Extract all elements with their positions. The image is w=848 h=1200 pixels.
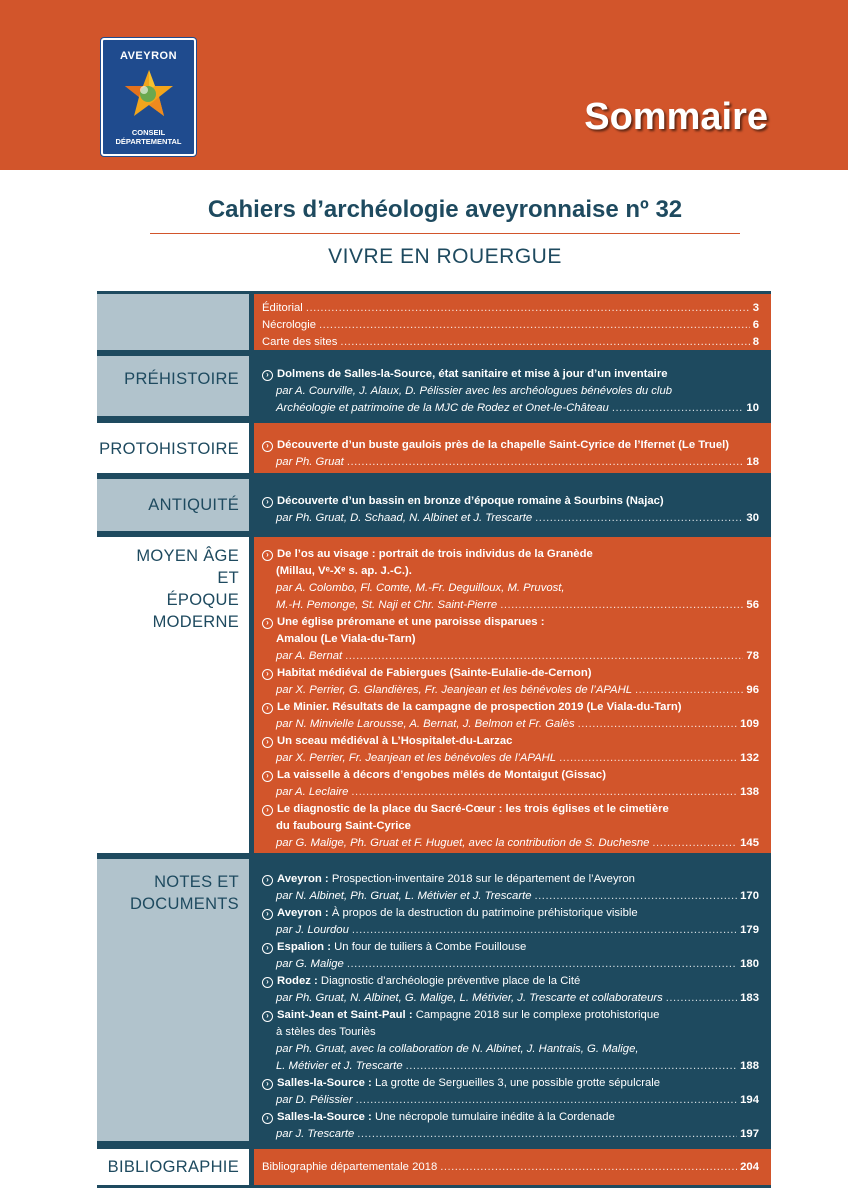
toc-entry-authors: par G. Malige ..... 180 bbox=[276, 956, 759, 972]
logo-bottom-line-2: DÉPARTEMENTAL bbox=[115, 137, 182, 146]
section-moyen-age bbox=[97, 537, 771, 853]
chevron-right-icon: › bbox=[262, 497, 273, 508]
toc-entry-authors: par X. Perrier, Fr. Jeanjean et les bénévoles de l’APAHL ..... 132 bbox=[276, 750, 759, 766]
toc-entry-authors: par J. Lourdou ..... 179 bbox=[276, 922, 759, 938]
section-label-line: DOCUMENTS bbox=[129, 895, 239, 913]
journal-subtitle: VIVRE EN ROUERGUE bbox=[328, 245, 562, 268]
section-content bbox=[254, 479, 771, 531]
toc-entry-title[interactable]: › Découverte d’un bassin en bronze d’époque romaine à Sourbins (Najac) bbox=[262, 493, 759, 509]
toc-entry-title[interactable]: › Aveyron : Prospection-inventaire 2018 sur le département de l’Aveyron bbox=[262, 871, 759, 887]
toc-entry-authors: par Ph. Gruat, N. Albinet, G. Malige, L. Métivier, J. Trescarte et collaborateurs ..... 183 bbox=[276, 990, 759, 1006]
aveyron-logo[interactable] bbox=[101, 38, 196, 156]
section-prehistoire bbox=[97, 356, 771, 416]
section-label-text bbox=[97, 859, 239, 915]
section-label-text: BIBLIOGRAPHIE bbox=[107, 1158, 239, 1176]
toc-entry-title[interactable]: › Le Minier. Résultats de la campagne de prospection 2019 (Le Viala-du-Tarn) bbox=[262, 699, 759, 715]
toc-entry-title[interactable]: › Un sceau médiéval à L’Hospitalet-du-Larzac bbox=[262, 733, 759, 749]
intro-row bbox=[97, 294, 771, 350]
section-label-line: ÉPOQUE bbox=[166, 591, 239, 609]
chevron-right-icon: › bbox=[262, 977, 273, 988]
chevron-right-icon: › bbox=[262, 703, 273, 714]
intro-label-cell bbox=[97, 294, 249, 350]
toc-entry-authors: par J. Trescarte ..... 197 bbox=[276, 1126, 759, 1142]
toc-entry-title[interactable]: › Salles-la-Source : La grotte de Sergueilles 3, une possible grotte sépulcrale bbox=[262, 1075, 759, 1091]
toc-entry-title[interactable]: › La vaisselle à décors d’engobes mêlés de Montaigut (Gissac) bbox=[262, 767, 759, 783]
toc-entry-necrologie[interactable]: Nécrologie ..... 6 bbox=[262, 317, 759, 333]
section-label-text bbox=[97, 537, 239, 633]
toc-entry-authors: par G. Malige, Ph. Gruat et F. Huguet, avec la contribution de S. Duchesne ..... 145 bbox=[276, 835, 759, 851]
toc-entry-title[interactable]: › De l’os au visage : portrait de trois individus de la Granède bbox=[262, 546, 759, 562]
chevron-right-icon: › bbox=[262, 618, 273, 629]
chevron-right-icon: › bbox=[262, 771, 273, 782]
toc-entry-bibliographie[interactable]: Bibliographie départementale 2018 ..... 204 bbox=[262, 1159, 759, 1175]
chevron-right-icon: › bbox=[262, 943, 273, 954]
toc-entry-title-cont: Amalou (Le Viala-du-Tarn) bbox=[276, 633, 416, 645]
toc-entry-authors: par Ph. Gruat ..... 18 bbox=[276, 454, 759, 470]
header-band bbox=[0, 0, 848, 170]
toc-entry-authors: Archéologie et patrimoine de la MJC de Rodez et Onet-le-Château ..... 10 bbox=[276, 400, 759, 416]
toc-entry-authors: par N. Minvielle Larousse, A. Bernat, J. Belmon et Fr. Galès ..... 109 bbox=[276, 716, 759, 732]
toc-entry-authors: par A. Courville, J. Alaux, D. Pélissier avec les archéologues bénévoles du club bbox=[276, 385, 673, 397]
section-label-text: PROTOHISTOIRE bbox=[99, 440, 239, 458]
toc-entry-authors: M.-H. Pemonge, St. Naji et Chr. Saint-Pierre ..... 56 bbox=[276, 597, 759, 613]
chevron-right-icon: › bbox=[262, 1079, 273, 1090]
chevron-right-icon: › bbox=[262, 441, 273, 452]
title-divider bbox=[150, 233, 740, 234]
chevron-right-icon: › bbox=[262, 909, 273, 920]
section-bibliographie bbox=[97, 1149, 771, 1185]
logo-top-text: AVEYRON bbox=[119, 50, 178, 62]
section-label bbox=[97, 1149, 249, 1185]
toc-entry-authors: par Ph. Gruat, avec la collaboration de N. Albinet, J. Hantrais, G. Malige, bbox=[276, 1043, 639, 1055]
toc-entry-title-cont: à stèles des Touriès bbox=[276, 1026, 376, 1038]
section-content bbox=[254, 537, 771, 853]
toc-entry-authors: par X. Perrier, G. Glandières, Fr. Jeanjean et les bénévoles de l’APAHL ..... 96 bbox=[276, 682, 759, 698]
toc-entry-authors: par A. Bernat ..... 78 bbox=[276, 648, 759, 664]
page-title: Sommaire bbox=[584, 96, 768, 138]
section-antiquite bbox=[97, 479, 771, 531]
section-content bbox=[254, 423, 771, 473]
section-content bbox=[254, 859, 771, 1141]
chevron-right-icon: › bbox=[262, 737, 273, 748]
chevron-right-icon: › bbox=[262, 875, 273, 886]
toc-entry-title-cont: du faubourg Saint-Cyrice bbox=[276, 820, 411, 832]
section-label-text: ANTIQUITÉ bbox=[148, 496, 239, 514]
toc-entry-title[interactable]: › Une église préromane et une paroisse disparues : bbox=[262, 614, 759, 630]
toc-entry-title[interactable]: › Le diagnostic de la place du Sacré-Cœur : les trois églises et le cimetière bbox=[262, 801, 759, 817]
chevron-right-icon: › bbox=[262, 1113, 273, 1124]
star-icon bbox=[121, 66, 177, 122]
toc-entry-authors: par Ph. Gruat, D. Schaad, N. Albinet et J. Trescarte ..... 30 bbox=[276, 510, 759, 526]
toc-entry-title[interactable]: › Découverte d’un buste gaulois près de la chapelle Saint-Cyrice de l’Ifernet (Le Truel) bbox=[262, 437, 759, 453]
toc-entry-authors: par A. Leclaire ..... 138 bbox=[276, 784, 759, 800]
chevron-right-icon: › bbox=[262, 669, 273, 680]
section-label bbox=[97, 859, 249, 1141]
section-label-line: NOTES ET bbox=[154, 873, 239, 891]
toc-entry-title[interactable]: › Saint-Jean et Saint-Paul : Campagne 2018 sur le complexe protohistorique bbox=[262, 1007, 759, 1023]
logo-bottom-text bbox=[103, 128, 194, 146]
intro-content bbox=[254, 294, 771, 350]
section-content bbox=[254, 356, 771, 416]
section-label bbox=[97, 423, 249, 473]
toc-entry-title[interactable]: › Espalion : Un four de tuiliers à Combe Fouillouse bbox=[262, 939, 759, 955]
toc-entry-authors: par N. Albinet, Ph. Gruat, L. Métivier et J. Trescarte ..... 170 bbox=[276, 888, 759, 904]
section-content bbox=[254, 1149, 771, 1185]
toc-entry-title[interactable]: › Habitat médiéval de Fabiergues (Sainte-Eulalie-de-Cernon) bbox=[262, 665, 759, 681]
toc-entry-title[interactable]: › Dolmens de Salles-la-Source, état sanitaire et mise à jour d’un inventaire bbox=[262, 366, 759, 382]
chevron-right-icon: › bbox=[262, 805, 273, 816]
toc-entry-authors: par A. Colombo, Fl. Comte, M.-Fr. Deguilloux, M. Pruvost, bbox=[276, 582, 565, 594]
section-label-line: ET bbox=[217, 569, 239, 587]
chevron-right-icon: › bbox=[262, 1011, 273, 1022]
logo-bottom-line-1: CONSEIL bbox=[131, 128, 166, 137]
toc-entry-title[interactable]: › Aveyron : À propos de la destruction du patrimoine préhistorique visible bbox=[262, 905, 759, 921]
section-label-line: MOYEN ÂGE bbox=[136, 547, 239, 565]
chevron-right-icon: › bbox=[262, 370, 273, 381]
section-label bbox=[97, 356, 249, 416]
toc-entry-title[interactable]: › Rodez : Diagnostic d’archéologie préventive place de la Cité bbox=[262, 973, 759, 989]
section-label-text: PRÉHISTOIRE bbox=[124, 370, 239, 388]
section-label bbox=[97, 537, 249, 853]
section-label-line: MODERNE bbox=[152, 613, 239, 631]
toc-entry-authors: par D. Pélissier ..... 194 bbox=[276, 1092, 759, 1108]
journal-title: Cahiers d’archéologie aveyronnaise nº 32 bbox=[207, 196, 683, 223]
section-notes bbox=[97, 859, 771, 1141]
toc-entry-carte[interactable]: Carte des sites ..... 8 bbox=[262, 334, 759, 350]
table-of-contents bbox=[97, 291, 771, 1188]
toc-entry-title[interactable]: › Salles-la-Source : Une nécropole tumulaire inédite à la Cordenade bbox=[262, 1109, 759, 1125]
section-protohistoire bbox=[97, 423, 771, 473]
section-label bbox=[97, 479, 249, 531]
toc-entry-authors: L. Métivier et J. Trescarte ..... 188 bbox=[276, 1058, 759, 1074]
chevron-right-icon: › bbox=[262, 550, 273, 561]
toc-entry-editorial[interactable]: Éditorial ..... 3 bbox=[262, 300, 759, 316]
toc-entry-title-cont: (Millau, Vᵉ-Xᵉ s. ap. J.-C.). bbox=[276, 565, 412, 577]
